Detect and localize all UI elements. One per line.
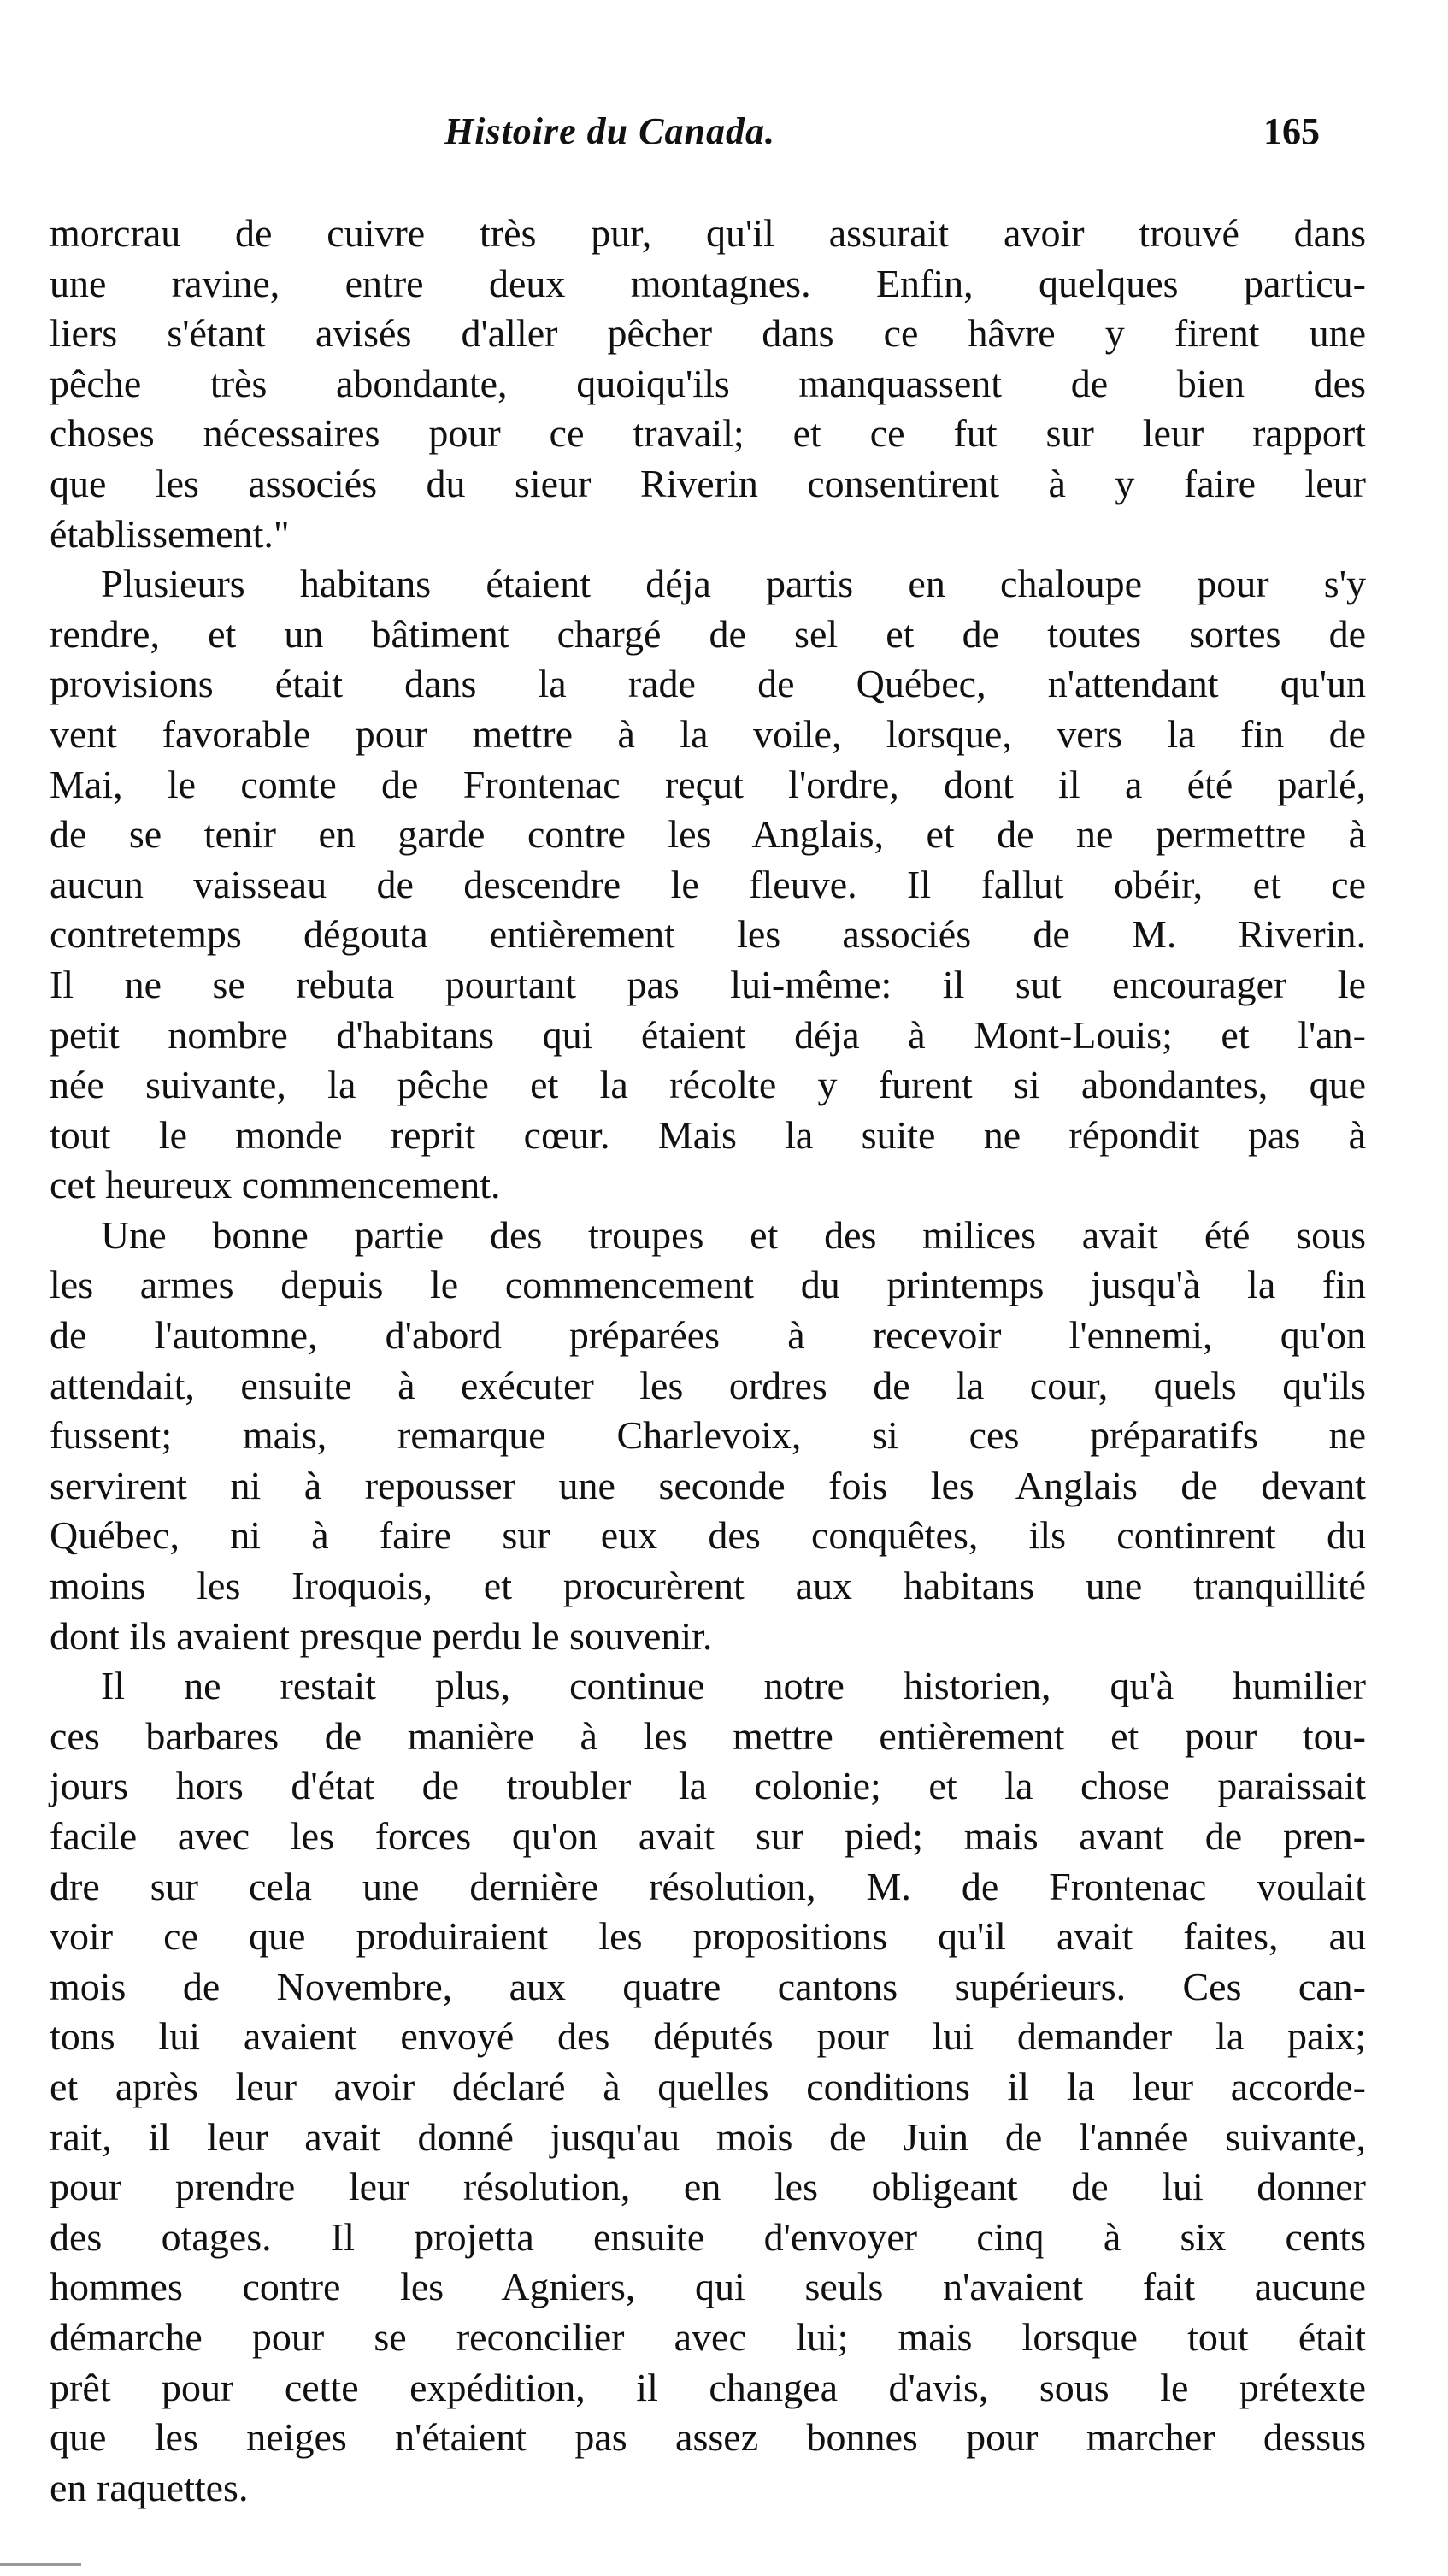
text-line: Il ne restait plus, continue notre historien, qu'à humilier bbox=[101, 1664, 1366, 1708]
running-header bbox=[0, 109, 1448, 161]
text-line: démarche pour se reconcilier avec lui; mais lorsque tout était bbox=[50, 2314, 1366, 2359]
text-line: Plusieurs habitans étaient déja partis en chaloupe pour s'y bbox=[101, 562, 1366, 606]
running-title: Histoire du Canada. bbox=[444, 110, 775, 152]
page-number: 165 bbox=[1263, 110, 1320, 152]
text-line: cet heureux commencement. bbox=[50, 1163, 501, 1207]
text-line: hommes contre les Agniers, qui seuls n'avaient fait aucune bbox=[50, 2265, 1366, 2309]
text-line: servirent ni à repousser une seconde fois les Anglais de devant bbox=[50, 1463, 1366, 1507]
text-line: de se tenir en garde contre les Anglais, et de ne permettre à bbox=[50, 812, 1366, 857]
text-line: mois de Novembre, aux quatre cantons supérieurs. Ces can- bbox=[50, 1964, 1366, 2008]
text-line: des otages. Il projetta ensuite d'envoyer cinq à six cents bbox=[50, 2214, 1366, 2259]
text-line: liers s'étant avisés d'aller pêcher dans ce hâvre y firent une bbox=[50, 311, 1366, 356]
text-line: jours hors d'état de troubler la colonie; et la chose paraissait bbox=[50, 1764, 1366, 1808]
text-line: attendait, ensuite à exécuter les ordres de la cour, quels qu'ils bbox=[50, 1363, 1366, 1407]
text-line: pêche très abondante, quoiqu'ils manquassent de bien des bbox=[50, 361, 1366, 405]
text-line: vent favorable pour mettre à la voile, lorsque, vers la fin de bbox=[50, 711, 1366, 756]
text-line: dre sur cela une dernière résolution, M. de Frontenac voulait bbox=[50, 1864, 1366, 1908]
text-line: fussent; mais, remarque Charlevoix, si ces préparatifs ne bbox=[50, 1413, 1366, 1458]
text-line: née suivante, la pêche et la récolte y furent si abondantes, que bbox=[50, 1063, 1366, 1107]
text-line: morcrau de cuivre très pur, qu'il assurait avoir trouvé dans bbox=[50, 211, 1366, 255]
text-line: voir ce que produiraient les propositions qu'il avait faites, au bbox=[50, 1914, 1366, 1959]
text-line: contretemps dégouta entièrement les associés de M. Riverin. bbox=[50, 912, 1366, 957]
text-line: moins les Iroquois, et procurèrent aux habitans une tranquillité bbox=[50, 1564, 1366, 1608]
text-line: choses nécessaires pour ce travail; et ce fut sur leur rapport bbox=[50, 411, 1366, 456]
text-line: aucun vaisseau de descendre le fleuve. Il fallut obéir, et ce bbox=[50, 862, 1366, 906]
text-line: prêt pour cette expédition, il changea d'avis, sous le prétexte bbox=[50, 2365, 1366, 2409]
text-line: rendre, et un bâtiment chargé de sel et de toutes sortes de bbox=[50, 611, 1366, 656]
text-line: Il ne se rebuta pourtant pas lui-même: il sut encourager le bbox=[50, 962, 1366, 1006]
text-line: établissement." bbox=[50, 511, 290, 556]
text-line: de l'automne, d'abord préparées à recevoir l'ennemi, qu'on bbox=[50, 1313, 1366, 1358]
text-line: Québec, ni à faire sur eux des conquêtes, ils continrent du bbox=[50, 1513, 1366, 1558]
text-line: en raquettes. bbox=[50, 2465, 249, 2509]
text-line: les armes depuis le commencement du printemps jusqu'à la fin bbox=[50, 1263, 1366, 1307]
text-line: et après leur avoir déclaré à quelles conditions il la leur accorde- bbox=[50, 2064, 1366, 2108]
text-line: une ravine, entre deux montagnes. Enfin, quelques particu- bbox=[50, 261, 1366, 305]
text-line: Une bonne partie des troupes et des milices avait été sous bbox=[101, 1212, 1366, 1257]
text-line: dont ils avaient presque perdu le souvenir. bbox=[50, 1613, 713, 1658]
text-line: ces barbares de manière à les mettre entièrement et pour tou- bbox=[50, 1713, 1366, 1758]
text-line: tout le monde reprit cœur. Mais la suite ne répondit pas à bbox=[50, 1112, 1366, 1157]
text-line: que les associés du sieur Riverin consentirent à y faire leur bbox=[50, 461, 1366, 505]
text-line: que les neiges n'étaient pas assez bonnes pour marcher dessus bbox=[50, 2415, 1366, 2460]
body-text bbox=[50, 209, 1366, 2513]
text-line: provisions était dans la rade de Québec, n'attendant qu'un bbox=[50, 662, 1366, 706]
text-line: pour prendre leur résolution, en les obligeant de lui donner bbox=[50, 2165, 1366, 2209]
text-line: facile avec les forces qu'on avait sur pied; mais avant de pren- bbox=[50, 1814, 1366, 1858]
footer-rule bbox=[0, 2563, 81, 2566]
text-line: petit nombre d'habitans qui étaient déja à Mont-Louis; et l'an- bbox=[50, 1012, 1366, 1057]
text-line: tons lui avaient envoyé des députés pour lui demander la paix; bbox=[50, 2014, 1366, 2059]
text-line: Mai, le comte de Frontenac reçut l'ordre, dont il a été parlé, bbox=[50, 762, 1366, 806]
text-line: rait, il leur avait donné jusqu'au mois de Juin de l'année suivante, bbox=[50, 2114, 1366, 2159]
